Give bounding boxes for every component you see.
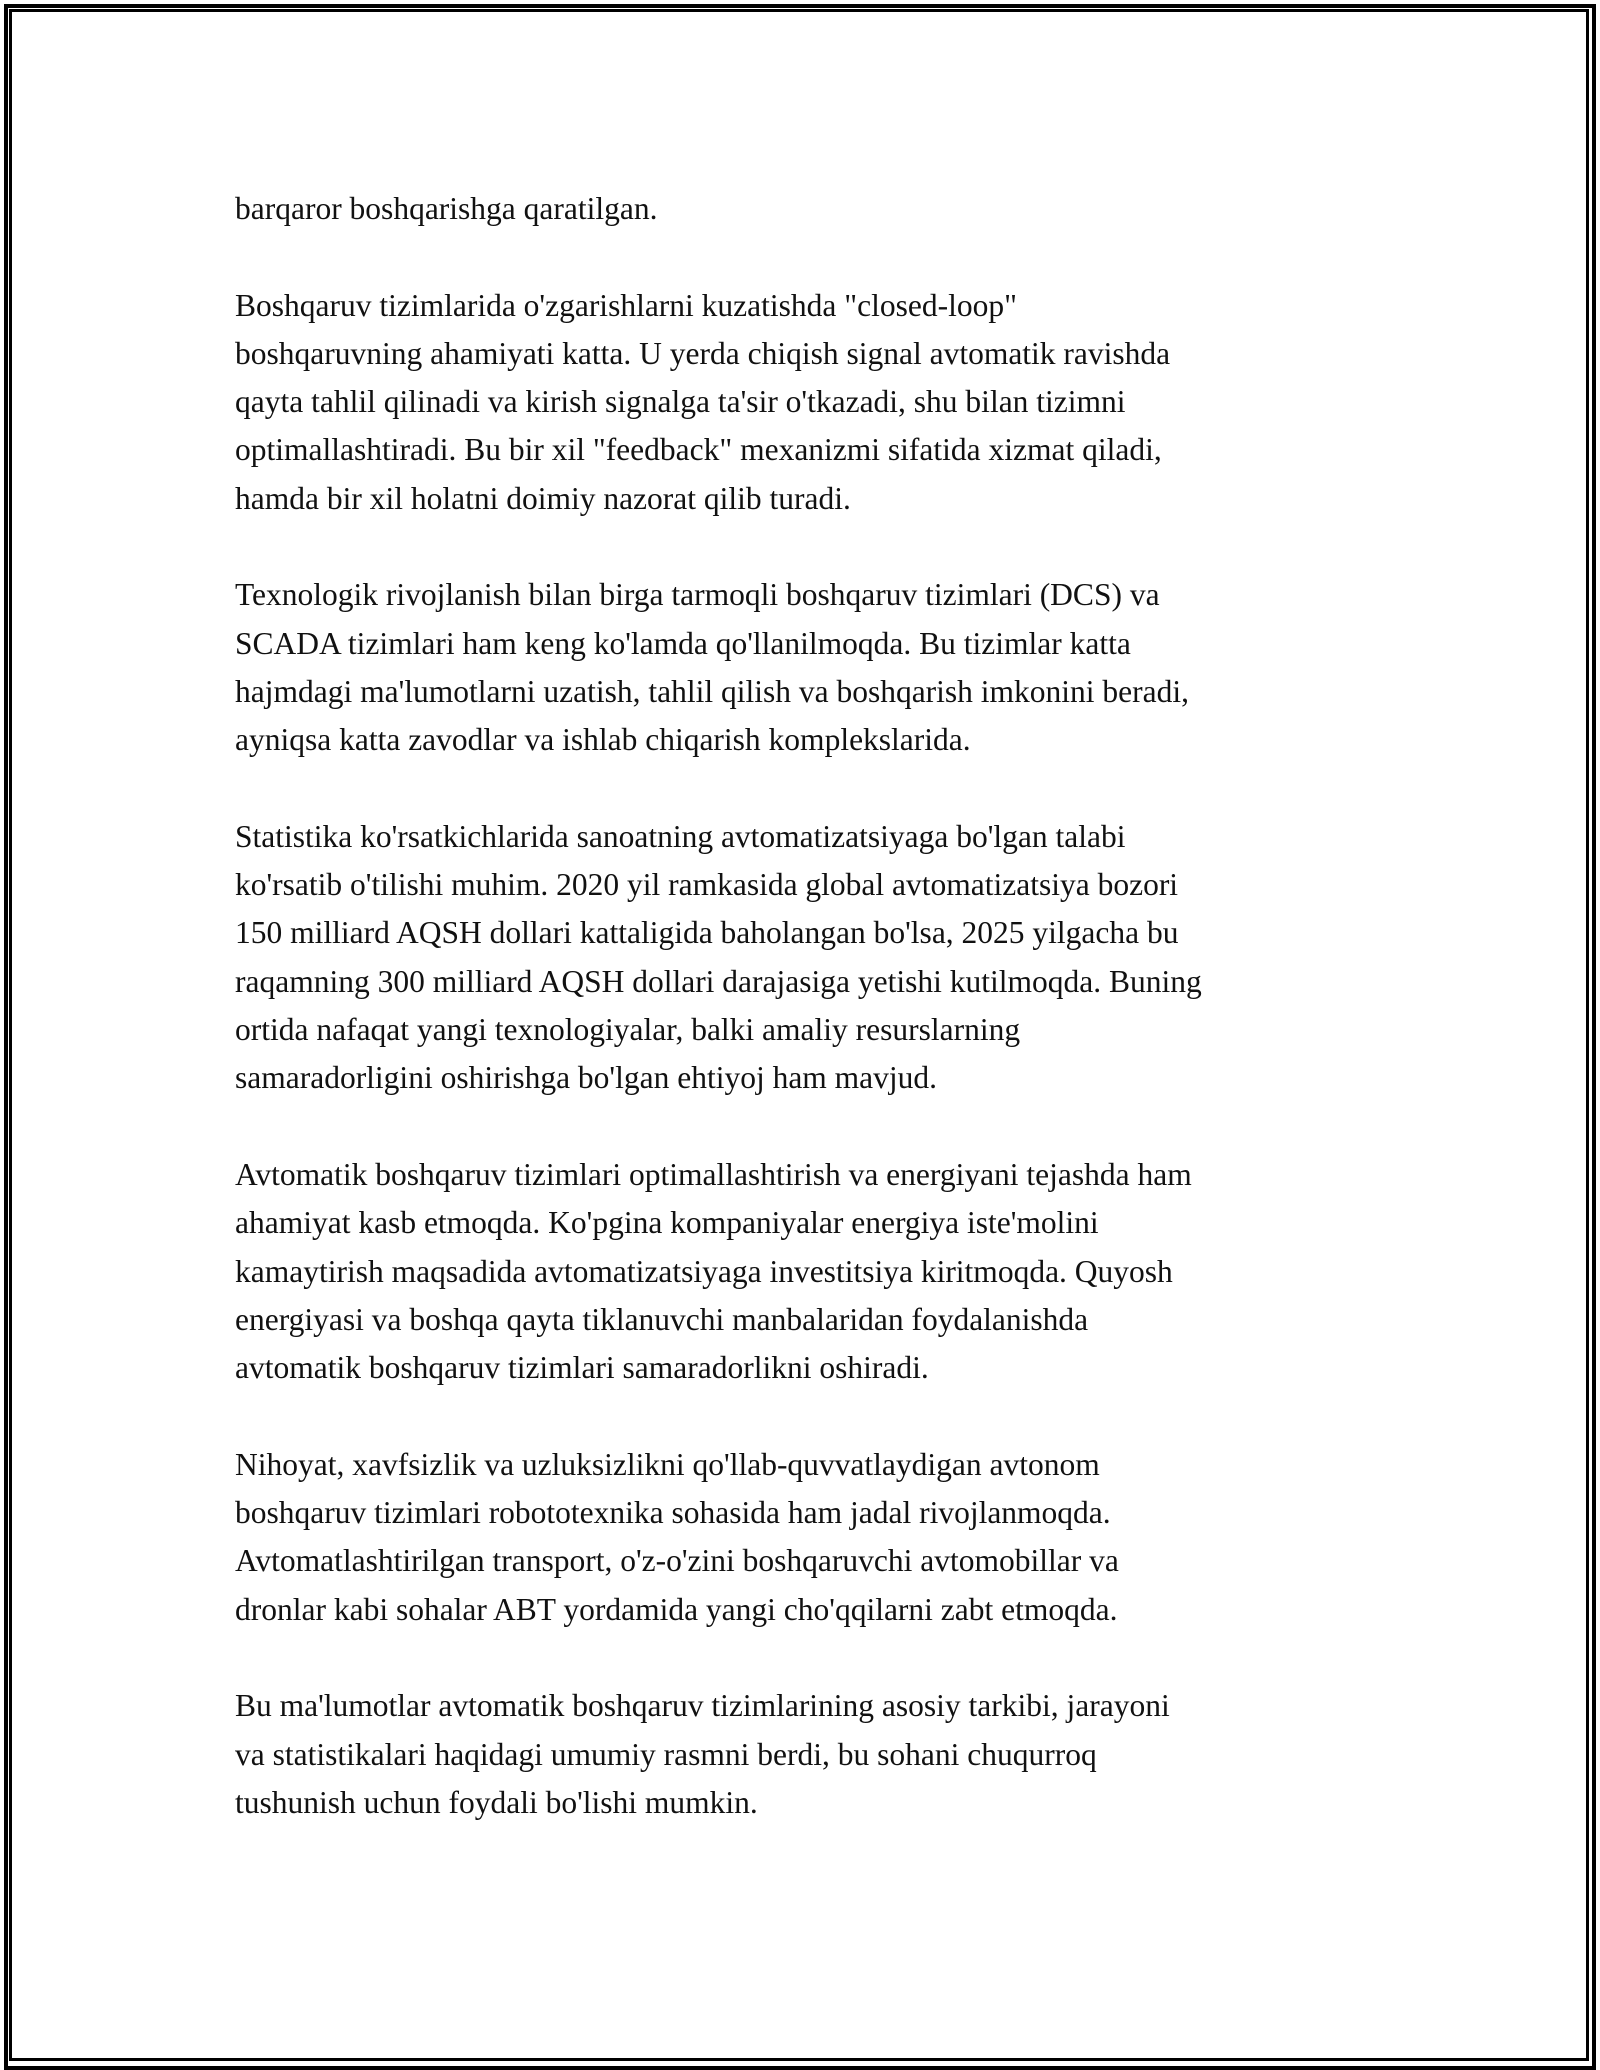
paragraph [235,1151,1375,1392]
text-line: samaradorligini oshirishga bo'lgan ehtiyoj ham mavjud. [235,1060,938,1096]
paragraph [235,185,1375,233]
document-body [235,185,1375,1875]
paragraph [235,1441,1375,1634]
text-line: Boshqaruv tizimlarida o'zgarishlarni kuzatishda "closed-loop" [235,287,1017,323]
text-line: ayniqsa katta zavodlar va ishlab chiqarish komplekslarida. [235,722,971,758]
paragraph [235,813,1375,1103]
text-line: 150 milliard AQSH dollari kattaligida baholangan bo'lsa, 2025 yilgacha bu [235,915,1179,951]
text-line: Statistika ko'rsatkichlarida sanoatning avtomatizatsiyaga bo'lgan talabi [235,818,1126,854]
paragraph [235,1682,1375,1827]
text-line: va statistikalari haqidagi umumiy rasmni berdi, bu sohani chuqurroq [235,1736,1097,1772]
text-line: avtomatik boshqaruv tizimlari samaradorlikni oshiradi. [235,1350,929,1386]
text-line: Avtomatlashtirilgan transport, o'z-o'zini boshqaruvchi avtomobillar va [235,1543,1119,1579]
text-line: Nihoyat, xavfsizlik va uzluksizlikni qo'llab-quvvatlaydigan avtonom [235,1446,1100,1482]
text-line: dronlar kabi sohalar ABT yordamida yangi cho'qqilarni zabt etmoqda. [235,1591,1118,1627]
text-line: kamaytirish maqsadida avtomatizatsiyaga investitsiya kiritmoqda. Quyosh [235,1253,1173,1289]
text-line: raqamning 300 milliard AQSH dollari darajasiga yetishi kutilmoqda. Buning [235,963,1202,999]
text-line: energiyasi va boshqa qayta tiklanuvchi manbalaridan foydalanishda [235,1301,1089,1337]
paragraph [235,571,1375,764]
text-line: Bu ma'lumotlar avtomatik boshqaruv tizimlarining asosiy tarkibi, jarayoni [235,1688,1170,1724]
paragraph [235,282,1375,523]
text-line: ortida nafaqat yangi texnologiyalar, balki amaliy resurslarning [235,1012,1021,1048]
text-line: ahamiyat kasb etmoqda. Ko'pgina kompaniyalar energiya iste'molini [235,1205,1099,1241]
text-line: ko'rsatib o'tilishi muhim. 2020 yil ramkasida global avtomatizatsiya bozori [235,867,1179,903]
text-line: optimallashtiradi. Bu bir xil "feedback" mexanizmi sifatida xizmat qiladi, [235,432,1162,468]
text-line: Texnologik rivojlanish bilan birga tarmoqli boshqaruv tizimlari (DCS) va [235,577,1160,613]
text-line: SCADA tizimlari ham keng ko'lamda qo'llanilmoqda. Bu tizimlar katta [235,625,1131,661]
text-line: hamda bir xil holatni doimiy nazorat qilib turadi. [235,480,851,516]
text-line: Avtomatik boshqaruv tizimlari optimallashtirish va energiyani tejashda ham [235,1156,1192,1192]
text-line: qayta tahlil qilinadi va kirish signalga ta'sir o'tkazadi, shu bilan tizimni [235,384,1126,420]
text-line: barqaror boshqarishga qaratilgan. [235,191,658,226]
text-line: tushunish uchun foydali bo'lishi mumkin. [235,1784,758,1820]
text-line: boshqaruv tizimlari robototexnika sohasida ham jadal rivojlanmoqda. [235,1495,1111,1531]
text-line: hajmdagi ma'lumotlarni uzatish, tahlil qilish va boshqarish imkonini beradi, [235,673,1190,709]
text-line: boshqaruvning ahamiyati katta. U yerda chiqish signal avtomatik ravishda [235,335,1171,371]
